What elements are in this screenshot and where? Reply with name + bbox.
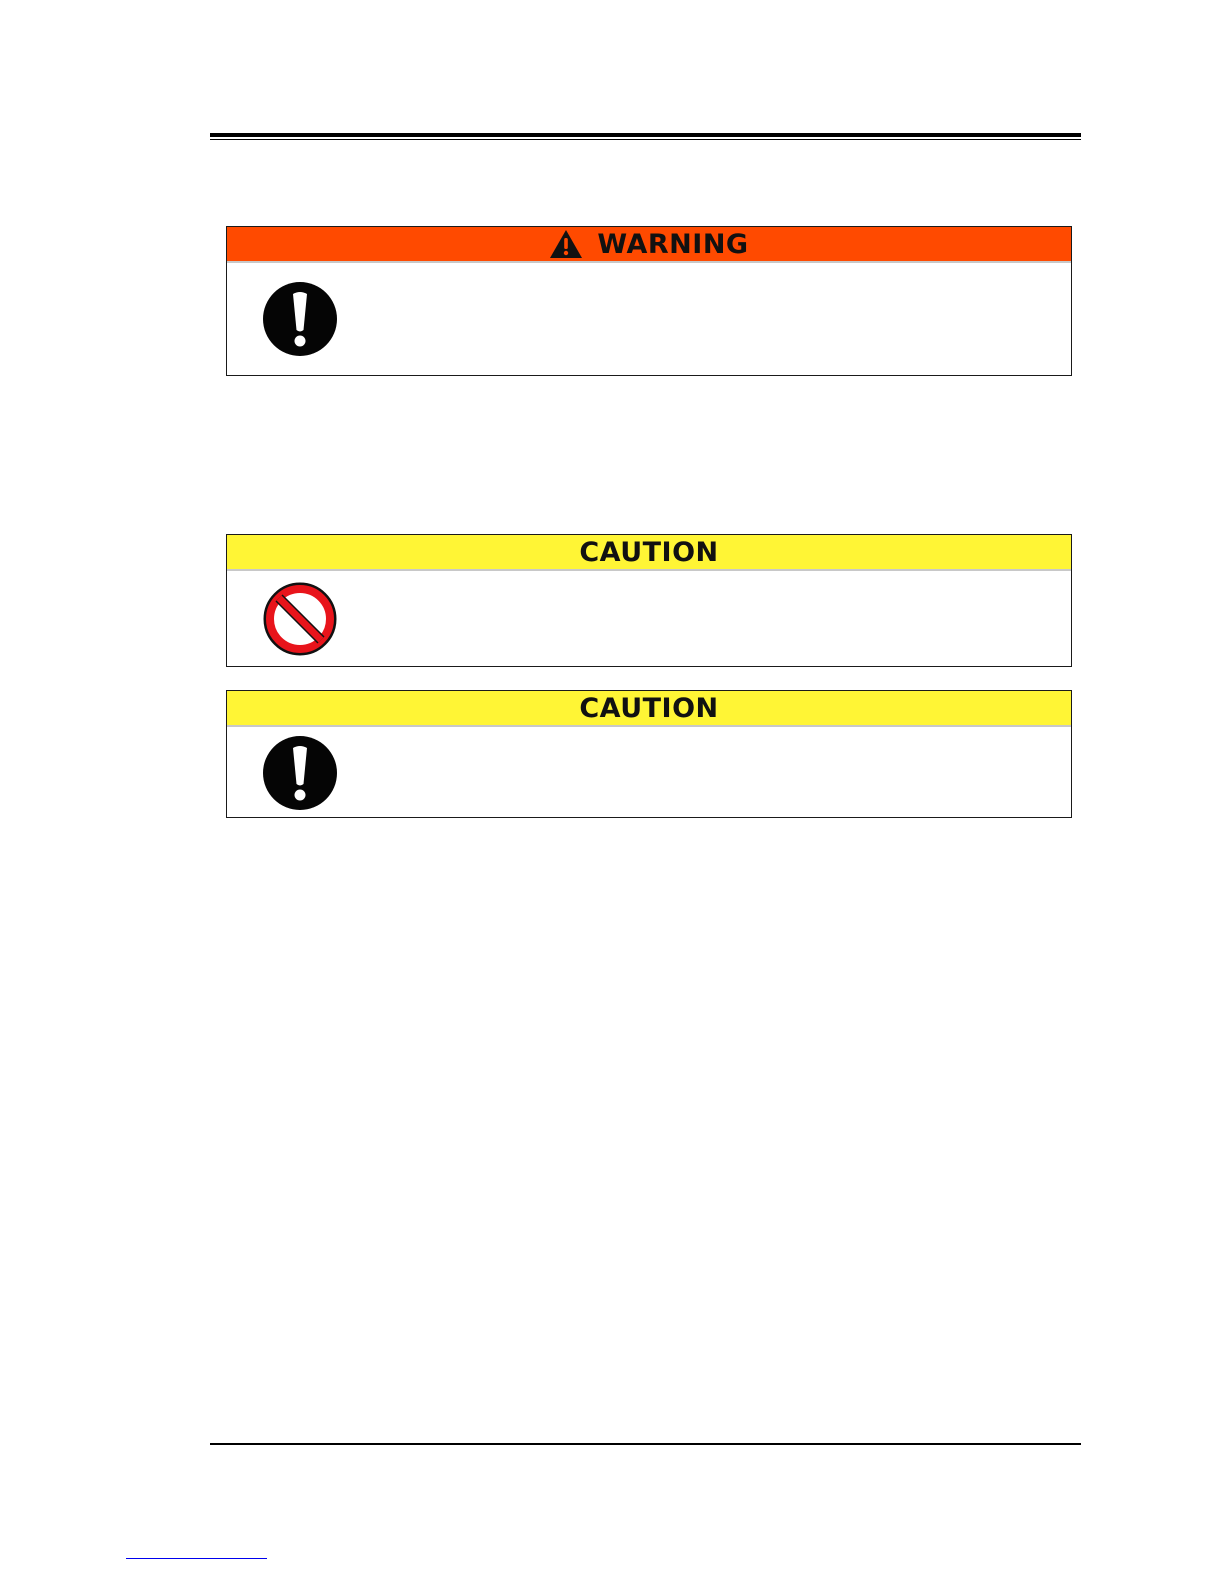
header-rule-thin xyxy=(210,139,1081,140)
mandatory-action-icon xyxy=(261,734,339,812)
warning-notice-header xyxy=(227,227,1071,263)
caution-notice-title-1: CAUTION xyxy=(579,536,719,568)
caution-notice-box-1 xyxy=(226,534,1072,667)
warning-triangle-icon xyxy=(549,229,583,259)
caution-notice-header-1 xyxy=(227,535,1071,571)
caution-notice-header-2 xyxy=(227,691,1071,727)
mandatory-action-icon xyxy=(261,280,339,358)
prohibition-icon xyxy=(261,580,339,658)
caution-notice-box-2 xyxy=(226,690,1072,818)
caution-notice-title-2: CAUTION xyxy=(579,692,719,724)
footer-link-underline[interactable] xyxy=(126,1558,267,1559)
header-rule-thick xyxy=(210,133,1081,137)
warning-notice-title: WARNING xyxy=(597,228,749,260)
footer-rule xyxy=(210,1443,1081,1445)
warning-notice-box xyxy=(226,226,1072,376)
